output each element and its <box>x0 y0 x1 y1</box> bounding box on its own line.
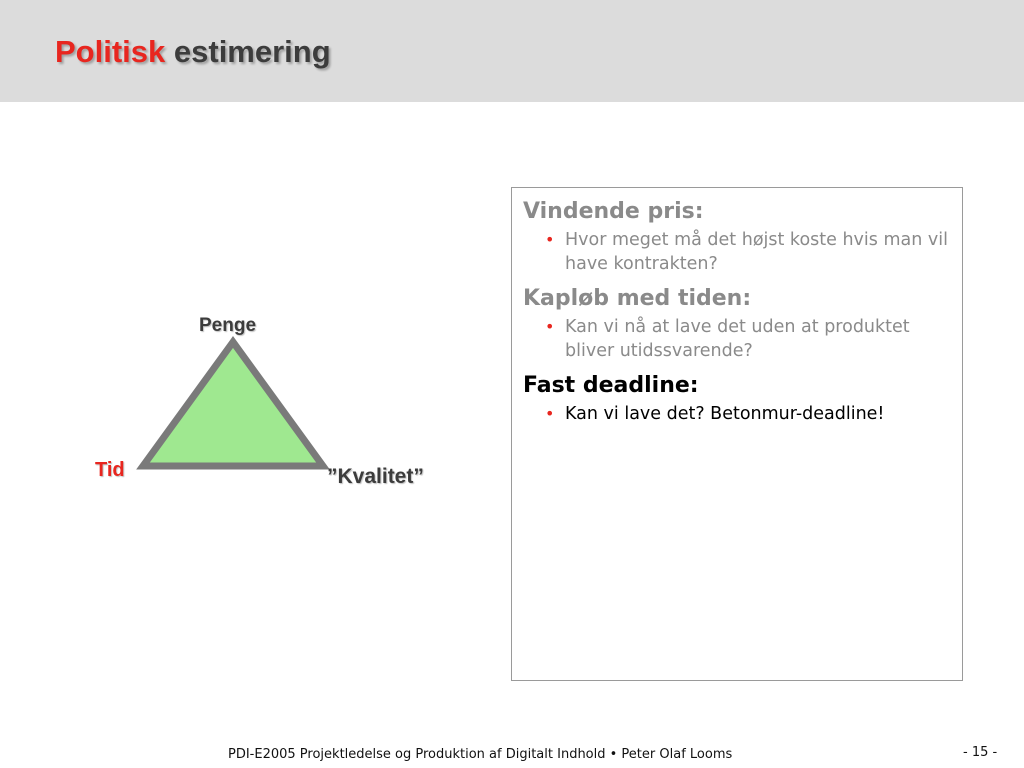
page-number: - 15 - <box>963 745 998 760</box>
bullet-dot-icon: • <box>545 230 555 249</box>
footer-text: PDI-E2005 Projektledelse og Produktion af Digitalt Indhold • Peter Olaf Looms <box>228 747 733 762</box>
content-box <box>511 187 963 681</box>
triangle-shape <box>143 342 323 466</box>
bullet-item <box>523 228 952 276</box>
bullet-text: Hvor meget må det højst koste hvis man vil have kontrakten? <box>565 230 948 274</box>
bullet-list <box>523 402 952 426</box>
section-heading: Vindende pris: <box>523 199 704 224</box>
title-main-word: estimering <box>173 34 331 69</box>
slide-title <box>55 32 331 72</box>
section-heading: Fast deadline: <box>523 373 699 398</box>
bullet-list <box>523 315 952 363</box>
title-accent-word: Politisk <box>55 34 166 69</box>
section-fast-deadline <box>523 371 952 426</box>
triangle-label-penge: Penge <box>199 315 257 336</box>
bullet-dot-icon: • <box>545 404 555 423</box>
bullet-item <box>523 315 952 363</box>
bullet-dot-icon: • <box>545 317 555 336</box>
section-kaploeb <box>523 284 952 363</box>
triangle-label-tid: Tid <box>95 459 125 481</box>
bullet-item <box>523 402 952 426</box>
bullet-text: Kan vi lave det? Betonmur-deadline! <box>565 404 885 424</box>
section-vindende-pris <box>523 197 952 276</box>
section-heading: Kapløb med tiden: <box>523 286 752 311</box>
bullet-list <box>523 228 952 276</box>
bullet-text: Kan vi nå at lave det uden at produktet bliver utidssvarende? <box>565 317 910 361</box>
triangle-label-kvalitet: ”Kvalitet” <box>327 465 424 488</box>
project-triangle <box>120 320 340 490</box>
